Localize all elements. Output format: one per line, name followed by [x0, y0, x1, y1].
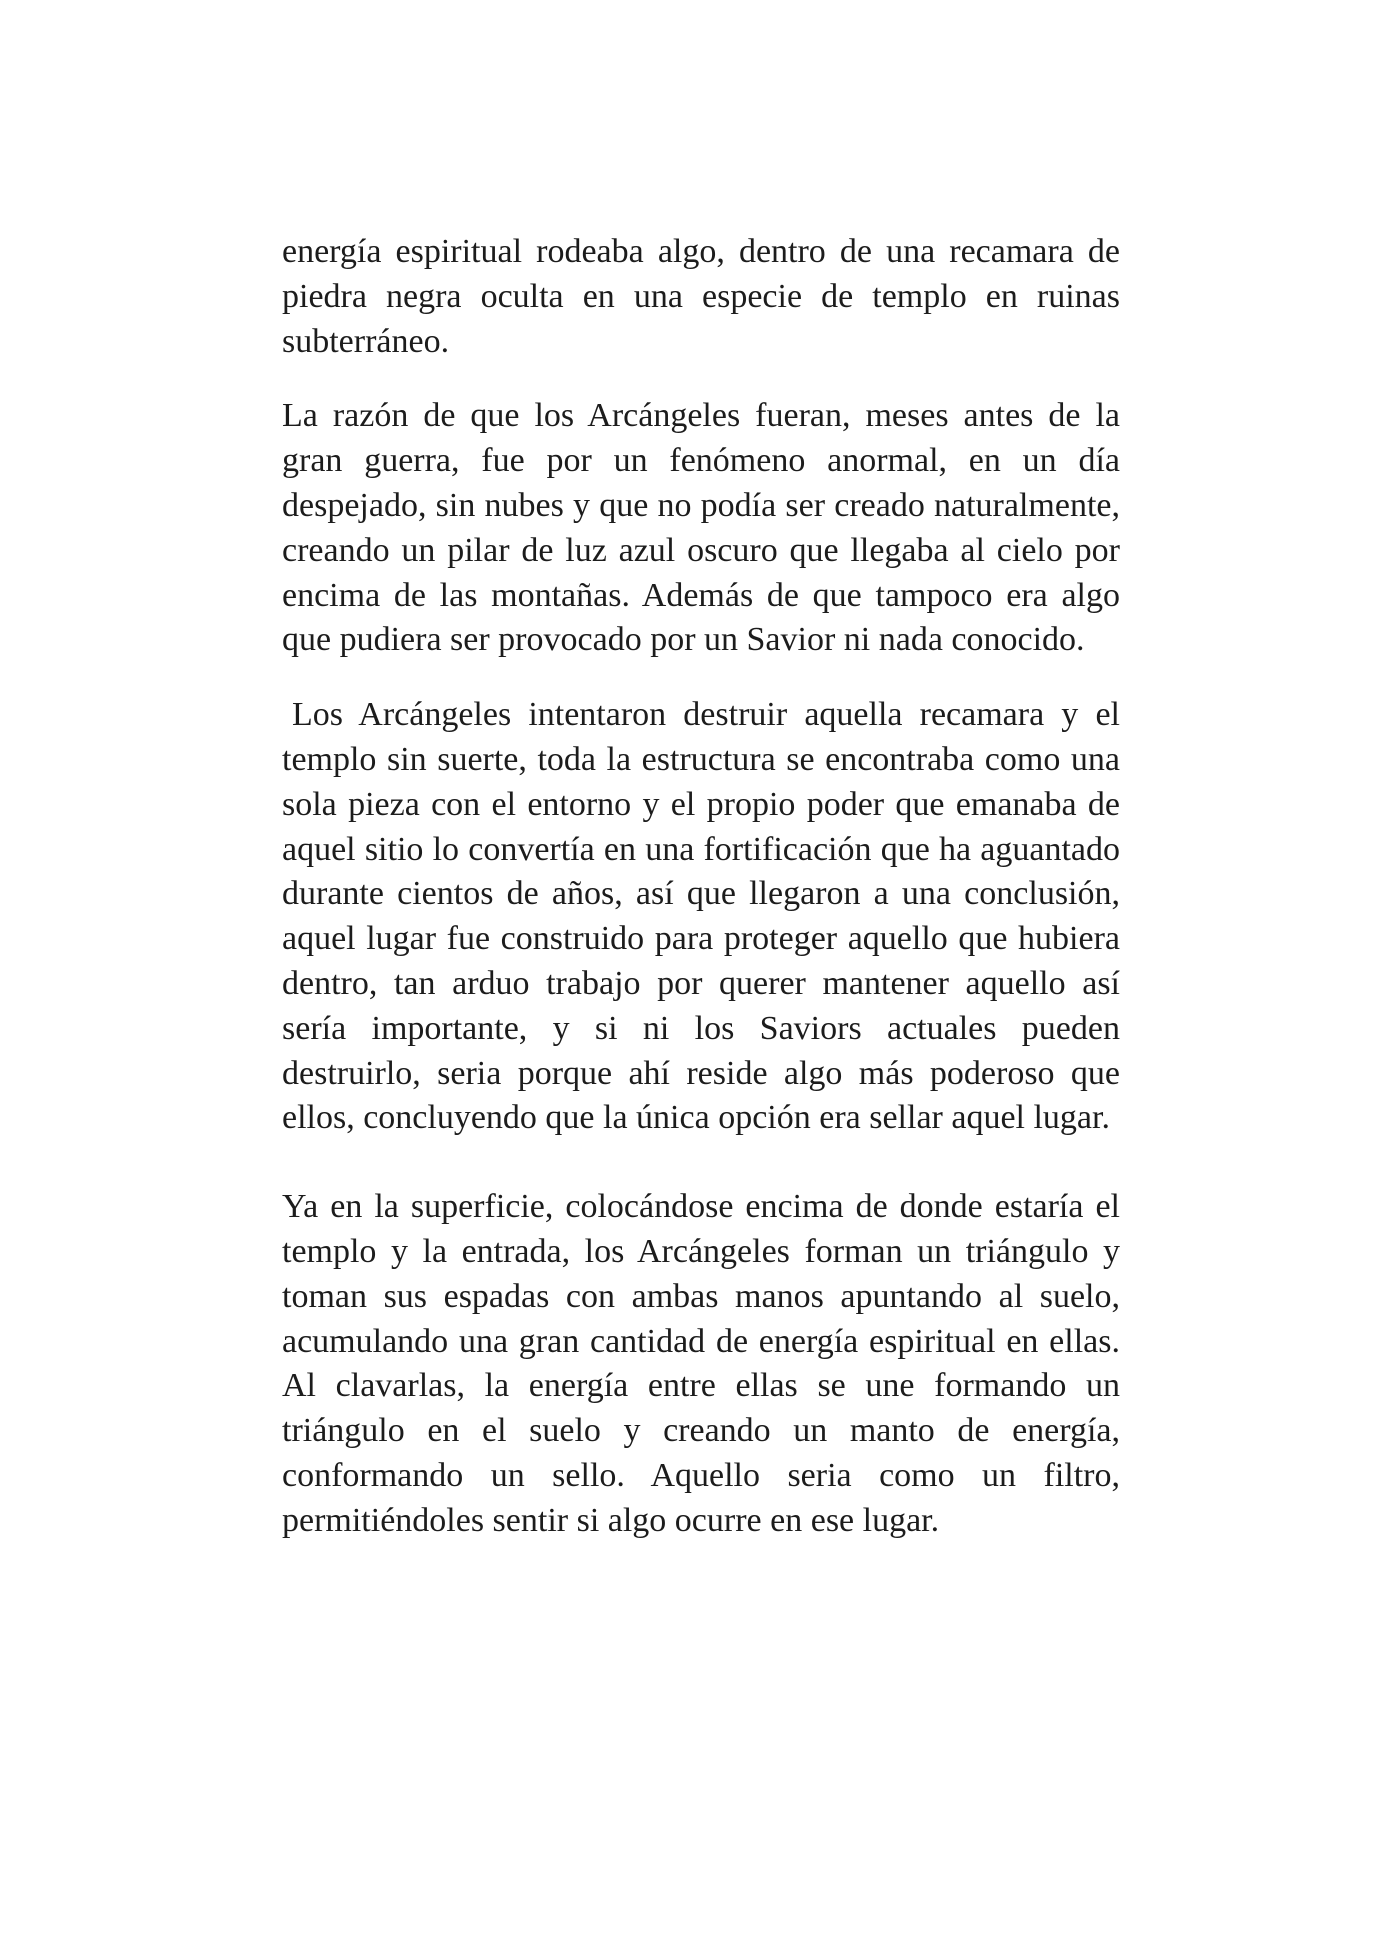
body-text: [282, 230, 1120, 1574]
paragraph-1: energía espiritual rodeaba algo, dentro de una recamara de piedra negra oculta en una especie de templo en ruinas subterráneo.: [282, 233, 1120, 360]
paragraph-2: La razón de que los Arcángeles fueran, meses antes de la gran guerra, fue por un fenómeno anormal, en un día despejado, sin nubes y que no podía ser creado naturalmente, creando un pilar de luz azul oscuro que llegaba al cielo por encima de las montañas. Además de que tampoco era algo que pudiera ser provocado por un Savior ni nada conocido.: [282, 397, 1120, 659]
paragraph-4: Ya en la superficie, colocándose encima de donde estaría el templo y la entrada, los Arcángeles forman un triángulo y toman sus espadas con ambas manos apuntando al suelo, acumulando una gran cantidad de energía espiritual en ellas. Al clavarlas, la energía entre ellas se une formando un triángulo en el suelo y creando un manto de energía, conformando un sello. Aquello seria como un filtro, permitiéndoles sentir si algo ocurre en ese lugar.: [282, 1188, 1120, 1539]
paragraph-3: Los Arcángeles intentaron destruir aquella recamara y el templo sin suerte, toda la estructura se encontraba como una sola pieza con el entorno y el propio poder que emanaba de aquel sitio lo convertía en una fortificación que ha aguantado durante cientos de años, así que llegaron a una conclusión, aquel lugar fue construido para proteger aquello que hubiera dentro, tan arduo trabajo por querer mantener aquello así sería importante, y si ni los Saviors actuales pueden destruirlo, seria porque ahí reside algo más poderoso que ellos, concluyendo que la única opción era sellar aquel lugar.: [282, 696, 1120, 1137]
